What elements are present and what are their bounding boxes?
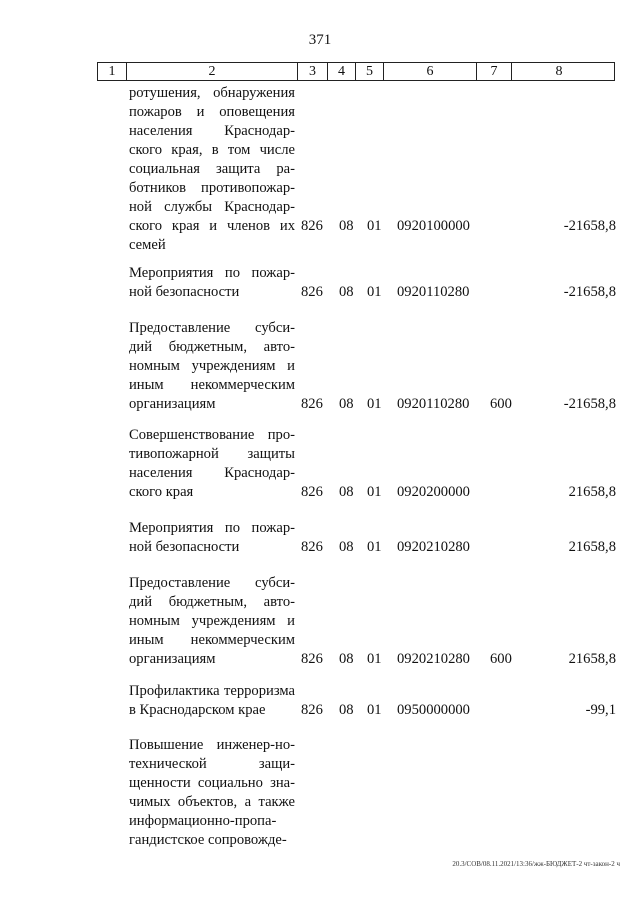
row-code-section: 08 <box>339 284 354 300</box>
row-code-admin: 826 <box>301 702 323 718</box>
row-name: Профилактика терроризма в Краснодарском крае <box>129 683 295 718</box>
row-code-section: 08 <box>339 539 354 555</box>
column-header-3: 3 <box>297 63 327 80</box>
row-name: Мероприятия по пожар-ной безопасности <box>129 265 295 300</box>
row-code-subsection: 01 <box>367 702 382 718</box>
column-header-8: 8 <box>511 63 606 80</box>
column-header-6: 6 <box>383 63 476 80</box>
row-amount: 21658,8 <box>568 484 616 500</box>
row-code-type: 600 <box>490 396 512 412</box>
row-amount: -21658,8 <box>563 218 616 234</box>
table-row <box>0 264 640 302</box>
row-code-target: 0920110280 <box>397 284 470 300</box>
row-amount: 21658,8 <box>568 539 616 555</box>
row-code-subsection: 01 <box>367 218 382 234</box>
row-code-admin: 826 <box>301 484 323 500</box>
row-name: Совершенствование про-тивопожарной защиты населения Краснодар-ского края <box>129 427 295 500</box>
row-code-subsection: 01 <box>367 484 382 500</box>
table-row <box>0 84 640 253</box>
row-code-admin: 826 <box>301 396 323 412</box>
row-code-target: 0920200000 <box>397 484 470 500</box>
table-header <box>97 62 615 81</box>
row-code-admin: 826 <box>301 651 323 667</box>
row-code-admin: 826 <box>301 218 323 234</box>
row-name: ротушения, обнаружения пожаров и оповещения населения Краснодар-ского края, в том числе социальная защита ра-ботников противопожар-ной службы Краснодар-ского края и членов их семей <box>129 85 295 253</box>
row-amount: -21658,8 <box>563 284 616 300</box>
row-code-target: 0920210280 <box>397 651 470 667</box>
row-code-subsection: 01 <box>367 396 382 412</box>
column-header-2: 2 <box>126 63 297 80</box>
column-header-1: 1 <box>108 63 116 79</box>
row-name: Повышение инженер-но-технической защи-щенности социально зна-чимых объектов, а также информационно-пропа-гандистское сопровожде- <box>129 737 295 848</box>
row-code-target: 0920210280 <box>397 539 470 555</box>
row-code-section: 08 <box>339 484 354 500</box>
row-code-section: 08 <box>339 702 354 718</box>
row-code-target: 0950000000 <box>397 702 470 718</box>
row-code-subsection: 01 <box>367 539 382 555</box>
column-header-5: 5 <box>355 63 383 80</box>
row-amount: -99,1 <box>585 702 616 718</box>
column-header-4: 4 <box>327 63 355 80</box>
row-code-subsection: 01 <box>367 284 382 300</box>
row-code-target: 0920110280 <box>397 396 470 412</box>
document-footer: 20.3/СОВ/08.11.2021/13:36/жж-БЮДЖЕТ-2 чт-закон-2 ч <box>452 860 620 868</box>
table-row <box>0 682 640 720</box>
table-row <box>0 519 640 557</box>
row-code-target: 0920100000 <box>397 218 470 234</box>
row-amount: 21658,8 <box>568 651 616 667</box>
column-header-7: 7 <box>476 63 511 80</box>
table-row <box>0 574 640 669</box>
row-name: Предоставление субси-дий бюджетным, авто-номным учреждениям и иным некоммерческим организациям <box>129 575 295 667</box>
row-code-admin: 826 <box>301 284 323 300</box>
row-code-type: 600 <box>490 651 512 667</box>
row-name: Предоставление субси-дий бюджетным, авто-номным учреждениям и иным некоммерческим организациям <box>129 320 295 412</box>
row-code-admin: 826 <box>301 539 323 555</box>
table-row <box>0 426 640 502</box>
row-code-section: 08 <box>339 651 354 667</box>
row-name: Мероприятия по пожар-ной безопасности <box>129 520 295 555</box>
page-number: 371 <box>308 32 332 48</box>
table-row <box>0 736 640 850</box>
row-code-section: 08 <box>339 396 354 412</box>
row-code-subsection: 01 <box>367 651 382 667</box>
table-row <box>0 319 640 414</box>
row-amount: -21658,8 <box>563 396 616 412</box>
row-code-section: 08 <box>339 218 354 234</box>
